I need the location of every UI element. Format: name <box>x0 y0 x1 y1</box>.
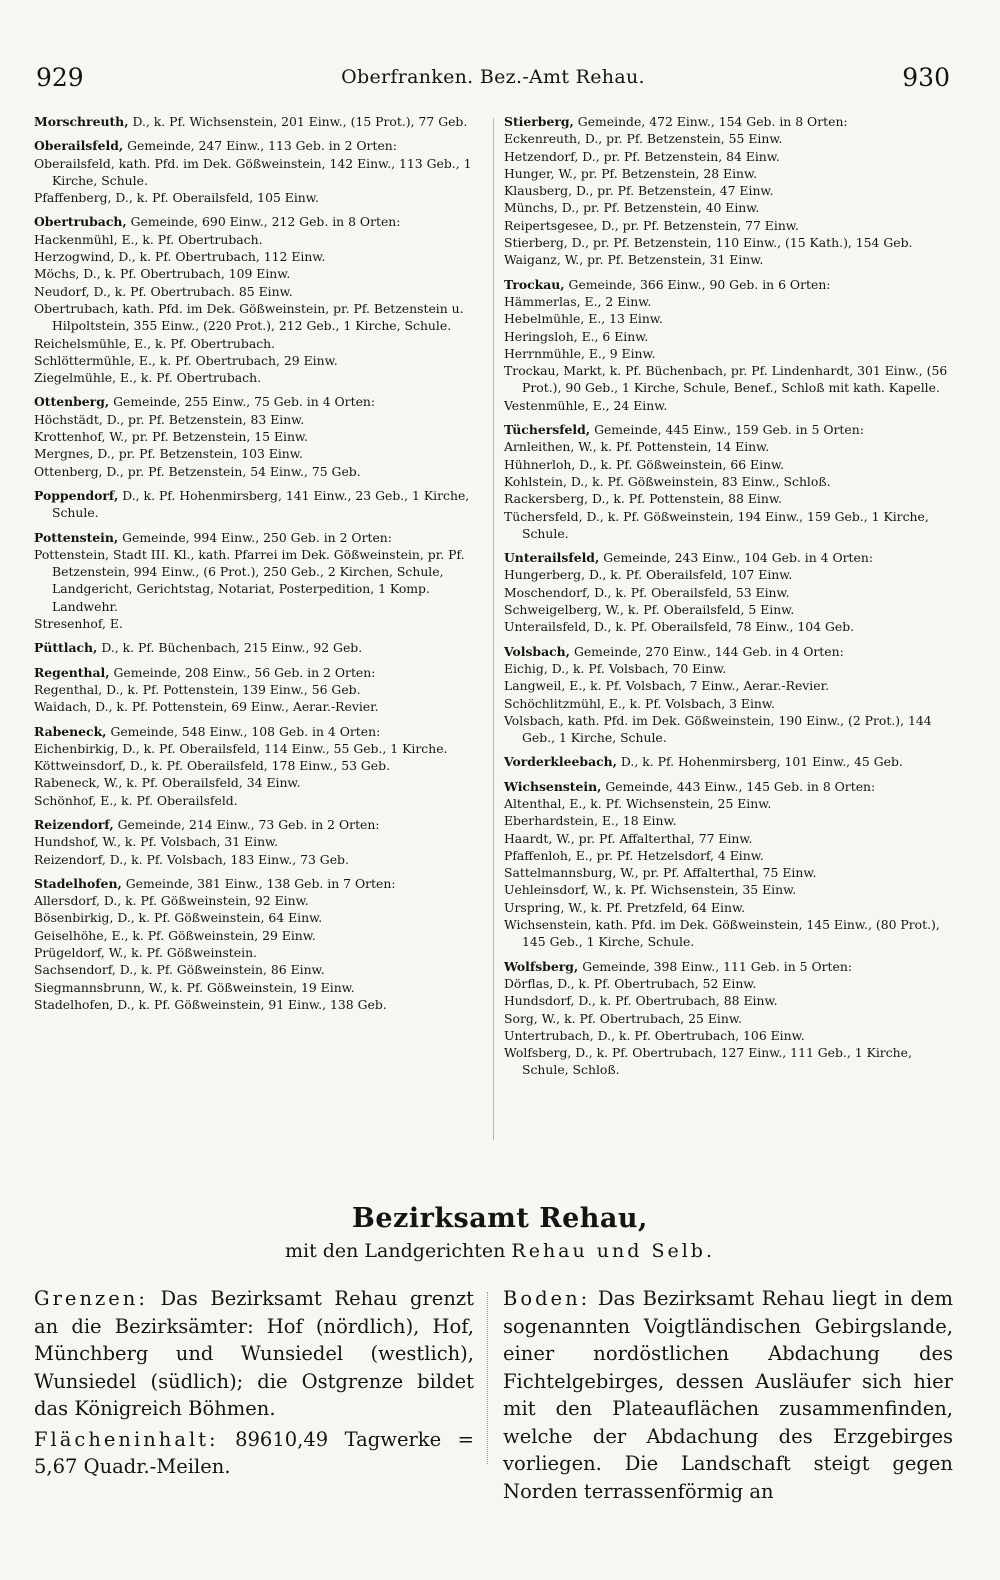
entry-text: Dörflas, D., k. Pf. Obertrubach, 52 Einw. <box>504 975 757 991</box>
place-line <box>34 851 486 868</box>
entry-text: Gemeinde, 443 Einw., 145 Geb. in 8 Orten: <box>605 778 876 794</box>
entry-head: Rabeneck, <box>34 723 107 739</box>
place-line <box>504 310 954 327</box>
gazetteer-entry <box>504 549 954 635</box>
entry-head: Wolfsberg, <box>504 958 579 974</box>
entry-text: Hebelmühle, E., 13 Einw. <box>504 311 663 327</box>
entry-text: Eckenreuth, D., pr. Pf. Betzenstein, 55 Einw. <box>504 131 783 147</box>
entry-head: Pottenstein, <box>34 529 119 545</box>
place-line <box>34 979 486 996</box>
entry-text: Wichsenstein, kath. Pfd. im Dek. Gößweinstein, 145 Einw., (80 Prot.), 145 Geb., 1 Kirche, Schule. <box>504 917 940 950</box>
area-lead: Flächeninhalt: <box>34 1427 219 1451</box>
place-line <box>504 975 954 992</box>
place-line <box>504 847 954 864</box>
entry-text: Reipertsgesee, D., pr. Pf. Betzenstein, 77 Einw. <box>504 217 799 233</box>
place-line <box>504 234 954 251</box>
entry-text: Obertrubach, kath. Pfd. im Dek. Gößweinstein, pr. Pf. Betzenstein u. Hilpoltstein, 355 Einw., (220 Prot.), 212 Geb., 1 Kirche, Schule. <box>34 300 464 334</box>
entry-text: Geiselhöhe, E., k. Pf. Gößweinstein, 29 Einw. <box>34 927 316 943</box>
place-line <box>34 445 486 462</box>
entry-text: Gemeinde, 270 Einw., 144 Geb. in 4 Orten: <box>573 643 844 659</box>
entry-first-line <box>34 213 486 230</box>
entry-first-line <box>504 643 954 660</box>
place-line <box>504 182 954 199</box>
place-line <box>504 165 954 182</box>
entry-text: Bösenbirkig, D., k. Pf. Gößweinstein, 64 Einw. <box>34 910 323 926</box>
place-line <box>504 812 954 829</box>
entry-text: Allersdorf, D., k. Pf. Gößweinstein, 92 Einw. <box>34 893 309 909</box>
entry-text: Herzogwind, D., k. Pf. Obertrubach, 112 Einw. <box>34 249 326 265</box>
entry-text: Trockau, Markt, k. Pf. Büchenbach, pr. Pf. Lindenhardt, 301 Einw., (56 Prot.), 90 Geb., 1 Kirche, Schule, Benef., Schloß mit kath. Kapelle. <box>504 363 948 396</box>
entry-text: Stadelhofen, D., k. Pf. Gößweinstein, 91 Einw., 138 Geb. <box>34 996 387 1012</box>
entry-text: Pfaffenloh, E., pr. Pf. Hetzelsdorf, 4 Einw. <box>504 847 764 863</box>
entry-first-line <box>34 723 486 740</box>
gazetteer-entry <box>504 276 954 414</box>
entry-text: Langweil, E., k. Pf. Volsbach, 7 Einw., Aerar.-Revier. <box>504 678 830 694</box>
entry-text: Uehleinsdorf, W., k. Pf. Wichsenstein, 35 Einw. <box>504 882 797 898</box>
gazetteer-entry <box>504 753 954 770</box>
entry-text: Prügeldorf, W., k. Pf. Gößweinstein. <box>34 945 257 961</box>
gazetteer-entry <box>504 958 954 1079</box>
entry-text: Krottenhof, W., pr. Pf. Betzenstein, 15 Einw. <box>34 429 308 445</box>
gazetteer-entry <box>34 487 486 522</box>
entry-text: Hundsdorf, D., k. Pf. Obertrubach, 88 Einw. <box>504 993 778 1009</box>
entry-first-line <box>34 137 486 154</box>
place-line <box>504 1010 954 1027</box>
place-line <box>504 508 954 543</box>
place-line <box>34 463 486 480</box>
place-line <box>504 199 954 216</box>
intro-divider <box>487 1292 488 1464</box>
place-line <box>504 795 954 812</box>
gazetteer-entry <box>34 723 486 809</box>
gazetteer-entry <box>34 664 486 716</box>
entry-head: Obertrubach, <box>34 214 127 230</box>
place-line <box>504 293 954 310</box>
entry-first-line <box>504 421 954 438</box>
place-line <box>34 792 486 809</box>
page-number-right: 930 <box>902 62 950 92</box>
entry-text: Gemeinde, 472 Einw., 154 Geb. in 8 Orten: <box>577 114 848 129</box>
entry-text: Regenthal, D., k. Pf. Pottenstein, 139 Einw., 56 Geb. <box>34 681 361 697</box>
entry-text: Heringsloh, E., 6 Einw. <box>504 328 649 344</box>
place-line <box>504 397 954 414</box>
entry-head: Volsbach, <box>504 643 570 659</box>
entry-text: Moschendorf, D., k. Pf. Oberailsfeld, 53 Einw. <box>504 584 790 600</box>
entry-text: Köttweinsdorf, D., k. Pf. Oberailsfeld, 178 Einw., 53 Geb. <box>34 758 391 774</box>
entry-first-line <box>504 549 954 566</box>
entry-text: Gemeinde, 255 Einw., 75 Geb. in 4 Orten: <box>113 394 376 410</box>
entry-text: Arnleithen, W., k. Pf. Pottenstein, 14 Einw. <box>504 439 770 455</box>
entry-text: Kohlstein, D., k. Pf. Gößweinstein, 83 Einw., Schloß. <box>504 473 831 489</box>
place-line <box>504 362 954 397</box>
entry-text: Gemeinde, 548 Einw., 108 Geb. in 4 Orten: <box>110 723 381 739</box>
entry-text: Gemeinde, 366 Einw., 90 Geb. in 6 Orten: <box>568 276 831 292</box>
place-line <box>34 996 486 1013</box>
entry-text: Hetzendorf, D., pr. Pf. Betzenstein, 84 Einw. <box>504 148 780 164</box>
gazetteer-entry <box>34 875 486 1013</box>
entry-text: Vestenmühle, E., 24 Einw. <box>504 397 668 413</box>
entry-text: Waidach, D., k. Pf. Pottenstein, 69 Einw., Aerar.-Revier. <box>34 699 379 715</box>
place-line <box>34 300 486 335</box>
entry-head: Püttlach, <box>34 640 98 656</box>
place-line <box>504 660 954 677</box>
area-text: 89610,49 Tagwerke = 5,67 Quadr.-Meilen. <box>34 1427 475 1478</box>
entry-text: Tüchersfeld, D., k. Pf. Gößweinstein, 194 Einw., 159 Geb., 1 Kirche, Schule. <box>504 508 929 541</box>
entry-first-line <box>504 958 954 975</box>
place-line <box>34 909 486 926</box>
place-line <box>34 740 486 757</box>
entry-text: Rackersberg, D., k. Pf. Pottenstein, 88 Einw. <box>504 491 782 507</box>
place-line <box>34 892 486 909</box>
entry-first-line <box>504 778 954 795</box>
boundaries-paragraph <box>34 1285 474 1423</box>
entry-text: Siegmannsbrunn, W., k. Pf. Gößweinstein, 19 Einw. <box>34 979 355 995</box>
entry-text: Gemeinde, 247 Einw., 113 Geb. in 2 Orten: <box>127 138 397 154</box>
entry-head: Unterailsfeld, <box>504 550 600 566</box>
entry-text: Schlöttermühle, E., k. Pf. Obertrubach, 29 Einw. <box>34 352 338 368</box>
entry-text: Schweigelberg, W., k. Pf. Oberailsfeld, 5 Einw. <box>504 602 795 618</box>
place-line <box>34 335 486 352</box>
place-line <box>504 881 954 898</box>
entry-text: Hühnerloh, D., k. Pf. Gößweinstein, 66 Einw. <box>504 456 785 472</box>
entry-text: Eichenbirkig, D., k. Pf. Oberailsfeld, 114 Einw., 55 Geb., 1 Kirche. <box>34 740 448 756</box>
place-line <box>504 148 954 165</box>
place-line <box>34 833 486 850</box>
place-line <box>34 411 486 428</box>
entry-text: Klausberg, D., pr. Pf. Betzenstein, 47 Einw. <box>504 183 774 199</box>
entry-text: Möchs, D., k. Pf. Obertrubach, 109 Einw. <box>34 266 291 282</box>
entry-text: Unterailsfeld, D., k. Pf. Oberailsfeld, 78 Einw., 104 Geb. <box>504 619 855 635</box>
entry-text: Wolfsberg, D., k. Pf. Obertrubach, 127 Einw., 111 Geb., 1 Kirche, Schule, Schloß. <box>504 1045 912 1078</box>
entry-first-line <box>34 113 486 130</box>
gazetteer-entry <box>34 137 486 206</box>
place-line <box>504 217 954 234</box>
place-line <box>504 899 954 916</box>
entry-text: Hackenmühl, E., k. Pf. Obertrubach. <box>34 231 263 247</box>
place-line <box>34 369 486 386</box>
place-line <box>504 695 954 712</box>
gazetteer-entry <box>504 643 954 747</box>
place-line <box>504 712 954 747</box>
section-subtitle-places: Rehau und Selb. <box>511 1240 715 1262</box>
place-line <box>504 618 954 635</box>
place-line <box>504 456 954 473</box>
place-line <box>34 189 486 206</box>
gazetteer-entry <box>34 113 486 130</box>
entry-first-line <box>34 639 486 656</box>
place-line <box>34 248 486 265</box>
entry-first-line <box>504 113 954 130</box>
entry-text: Gemeinde, 214 Einw., 73 Geb. in 2 Orten: <box>117 816 380 832</box>
place-line <box>34 698 486 715</box>
place-line <box>504 490 954 507</box>
entry-text: Höchstädt, D., pr. Pf. Betzenstein, 83 Einw. <box>34 411 305 427</box>
place-line <box>34 927 486 944</box>
entry-head: Regenthal, <box>34 664 110 680</box>
gazetteer-entry <box>504 421 954 542</box>
entry-text: D., k. Pf. Hohenmirsberg, 141 Einw., 23 Geb., 1 Kirche, Schule. <box>52 487 470 521</box>
entry-text: Rabeneck, W., k. Pf. Oberailsfeld, 34 Einw. <box>34 775 301 791</box>
place-line <box>34 615 486 632</box>
entry-text: Waiganz, W., pr. Pf. Betzenstein, 31 Einw. <box>504 252 764 268</box>
gazetteer-entry <box>504 778 954 951</box>
entry-text: Gemeinde, 690 Einw., 212 Geb. in 8 Orten: <box>130 214 401 230</box>
entry-first-line <box>504 753 954 770</box>
place-line <box>504 251 954 268</box>
entry-text: Schöchlitzmühl, E., k. Pf. Volsbach, 3 Einw. <box>504 695 775 711</box>
place-line <box>34 283 486 300</box>
entry-text: Münchs, D., pr. Pf. Betzenstein, 40 Einw. <box>504 200 760 216</box>
gazetteer-entry <box>34 816 486 868</box>
entry-text: Gemeinde, 208 Einw., 56 Geb. in 2 Orten: <box>113 664 376 680</box>
place-line <box>34 774 486 791</box>
running-head <box>36 60 950 94</box>
intro-left-column <box>34 1285 474 1481</box>
boundaries-lead: Grenzen: <box>34 1287 148 1310</box>
entry-text: Eichig, D., k. Pf. Volsbach, 70 Einw. <box>504 660 727 676</box>
section-subtitle <box>0 1240 1000 1262</box>
place-line <box>504 1044 954 1079</box>
entry-text: Herrnmühle, E., 9 Einw. <box>504 345 656 361</box>
intro-right-column <box>503 1285 953 1505</box>
place-line <box>504 677 954 694</box>
page-number-left: 929 <box>36 62 84 92</box>
entry-text: Gemeinde, 398 Einw., 111 Geb. in 5 Orten: <box>582 958 852 974</box>
entry-first-line <box>34 664 486 681</box>
entry-text: Stresenhof, E. <box>34 616 123 632</box>
entry-head: Trockau, <box>504 276 565 292</box>
entry-first-line <box>34 529 486 546</box>
entry-text: Oberailsfeld, kath. Pfd. im Dek. Gößweinstein, 142 Einw., 113 Geb., 1 Kirche, Schule. <box>34 155 472 188</box>
entry-head: Poppendorf, <box>34 487 119 503</box>
place-line <box>34 681 486 698</box>
place-line <box>504 916 954 951</box>
entry-text: Volsbach, kath. Pfd. im Dek. Gößweinstein, 190 Einw., (2 Prot.), 144 Geb., 1 Kirche, Schule. <box>504 712 932 746</box>
place-line <box>34 944 486 961</box>
place-line <box>504 438 954 455</box>
gazetteer-entry <box>34 639 486 656</box>
entry-text: Mergnes, D., pr. Pf. Betzenstein, 103 Einw. <box>34 446 303 462</box>
entry-head: Stierberg, <box>504 114 574 129</box>
entry-text: Stierberg, D., pr. Pf. Betzenstein, 110 Einw., (15 Kath.), 154 Geb. <box>504 235 913 251</box>
section-title: Bezirksamt Rehau, <box>352 1203 648 1234</box>
gazetteer-entry <box>34 213 486 386</box>
place-line <box>34 265 486 282</box>
entry-head: Ottenberg, <box>34 394 110 410</box>
entry-first-line <box>504 276 954 293</box>
place-line <box>504 584 954 601</box>
soil-paragraph <box>503 1285 953 1505</box>
entry-text: Sorg, W., k. Pf. Obertrubach, 25 Einw. <box>504 1010 742 1026</box>
place-line <box>34 961 486 978</box>
place-line <box>504 830 954 847</box>
entry-head: Morschreuth, <box>34 114 129 129</box>
soil-text: Das Bezirksamt Rehau liegt in dem sogenannten Voigtländischen Gebirgslande, einer nordöstlichen Abdachung des Fichtelgebirges, dessen Ausläufer sich hier mit den Plateauflächen zusammenfinden, welche der Abdachung des Erzgebirges vorliegen. Die Landschaft steigt gegen Norden terrassenförmig an <box>503 1287 954 1503</box>
entry-text: Pfaffenberg, D., k. Pf. Oberailsfeld, 105 Einw. <box>34 190 319 206</box>
right-column <box>504 113 954 1079</box>
entry-text: Gemeinde, 381 Einw., 138 Geb. in 7 Orten: <box>125 875 396 891</box>
entry-text: Reichelsmühle, E., k. Pf. Obertrubach. <box>34 335 276 351</box>
gazetteer-entry <box>34 529 486 633</box>
entry-text: Gemeinde, 994 Einw., 250 Geb. in 2 Orten: <box>122 529 392 545</box>
place-line <box>504 345 954 362</box>
entry-text: Schönhof, E., k. Pf. Oberailsfeld. <box>34 792 238 808</box>
place-line <box>34 546 486 615</box>
entry-text: D., k. Pf. Büchenbach, 215 Einw., 92 Geb. <box>101 640 363 656</box>
place-line <box>34 757 486 774</box>
entry-head: Oberailsfeld, <box>34 138 124 154</box>
entry-text: Hunger, W., pr. Pf. Betzenstein, 28 Einw. <box>504 165 758 181</box>
entry-head: Wichsenstein, <box>504 778 602 794</box>
column-divider <box>493 118 494 1140</box>
place-line <box>34 155 486 190</box>
place-line <box>504 328 954 345</box>
place-line <box>504 992 954 1009</box>
place-line <box>504 1027 954 1044</box>
entry-text: D., k. Pf. Wichsenstein, 201 Einw., (15 Prot.), 77 Geb. <box>132 114 468 129</box>
entry-text: Ziegelmühle, E., k. Pf. Obertrubach. <box>34 370 262 386</box>
place-line <box>504 864 954 881</box>
place-line <box>34 231 486 248</box>
entry-first-line <box>34 875 486 892</box>
entry-text: Haardt, W., pr. Pf. Affalterthal, 77 Einw. <box>504 830 753 846</box>
section-subtitle-prefix: mit den Landgerichten <box>284 1240 506 1262</box>
entry-text: Pottenstein, Stadt III. Kl., kath. Pfarrei im Dek. Gößweinstein, pr. Pf. Betzenstein, 994 Einw., (6 Prot.), 250 Geb., 2 Kirchen, Schule, Landgericht, Gerichtstag, Notariat, Posterpedition, 1 Komp. Landwehr. <box>34 546 465 614</box>
entry-head: Stadelhofen, <box>34 875 122 891</box>
gazetteer-entry <box>34 393 486 479</box>
entry-text: D., k. Pf. Hohenmirsberg, 101 Einw., 45 Geb. <box>620 754 903 770</box>
entry-text: Neudorf, D., k. Pf. Obertrubach. 85 Einw. <box>34 283 293 299</box>
entry-text: Sattelmannsburg, W., pr. Pf. Affalterthal, 75 Einw. <box>504 865 817 881</box>
entry-text: Untertrubach, D., k. Pf. Obertrubach, 106 Einw. <box>504 1027 805 1043</box>
area-paragraph <box>34 1426 474 1481</box>
entry-text: Reizendorf, D., k. Pf. Volsbach, 183 Einw., 73 Geb. <box>34 851 349 867</box>
entry-text: Hämmerlas, E., 2 Einw. <box>504 293 652 309</box>
gazetteer-entry <box>504 113 954 269</box>
place-line <box>34 428 486 445</box>
place-line <box>504 601 954 618</box>
entry-first-line <box>34 816 486 833</box>
entry-first-line <box>34 393 486 410</box>
entry-text: Ottenberg, D., pr. Pf. Betzenstein, 54 Einw., 75 Geb. <box>34 463 361 479</box>
entry-text: Sachsendorf, D., k. Pf. Gößweinstein, 86 Einw. <box>34 962 325 978</box>
entry-head: Vorderkleebach, <box>504 754 617 770</box>
entry-text: Hundshof, W., k. Pf. Volsbach, 31 Einw. <box>34 834 279 850</box>
entry-text: Urspring, W., k. Pf. Pretzfeld, 64 Einw. <box>504 899 746 915</box>
entry-text: Altenthal, E., k. Pf. Wichsenstein, 25 Einw. <box>504 795 772 811</box>
entry-first-line <box>34 487 486 522</box>
entry-text: Hungerberg, D., k. Pf. Oberailsfeld, 107 Einw. <box>504 567 793 583</box>
left-column <box>34 113 486 1013</box>
place-line <box>504 473 954 490</box>
place-line <box>504 566 954 583</box>
boundaries-text: Das Bezirksamt Rehau grenzt an die Bezirksämter: Hof (nördlich), Hof, Münchberg und Wunsiedel (westlich), Wunsiedel (südlich); die Ostgrenze bildet das Königreich Böhmen. <box>34 1287 474 1420</box>
place-line <box>34 352 486 369</box>
entry-text: Eberhardstein, E., 18 Einw. <box>504 813 677 829</box>
place-line <box>504 130 954 147</box>
running-title: Oberfranken. Bez.-Amt Rehau. <box>341 66 645 88</box>
entry-text: Gemeinde, 445 Einw., 159 Geb. in 5 Orten: <box>594 422 864 438</box>
entry-head: Tüchersfeld, <box>504 422 591 438</box>
soil-lead: Boden: <box>503 1287 591 1310</box>
entry-text: Gemeinde, 243 Einw., 104 Geb. in 4 Orten: <box>603 550 874 566</box>
entry-head: Reizendorf, <box>34 816 114 832</box>
